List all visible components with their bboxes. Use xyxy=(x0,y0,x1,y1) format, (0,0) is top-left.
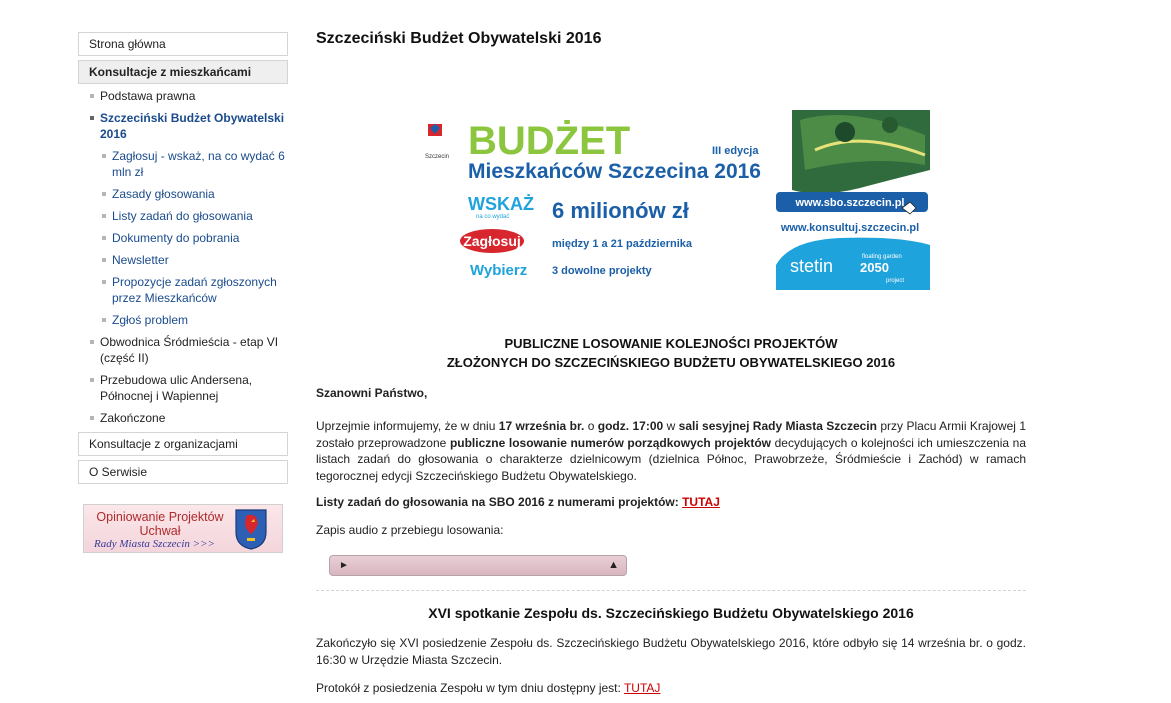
p1-place: sali sesyjnej Rady Miasta Szczecin xyxy=(678,419,877,433)
sbo-item-proposals[interactable]: Propozycje zadań zgłoszonych przez Mieszkańców xyxy=(90,274,288,306)
banner-logo-city: Szczecin xyxy=(425,154,450,160)
p1-what: publiczne losowanie numerów porządkowych projektów xyxy=(449,435,772,450)
banner-subtitle: Rady Miasta Szczecin >>> xyxy=(94,538,215,550)
volume-icon[interactable]: ▲︎ xyxy=(608,559,619,571)
nav-consult-orgs[interactable]: Konsultacje z organizacjami xyxy=(78,432,288,456)
nav-consult-residents[interactable]: Konsultacje z mieszkańcami xyxy=(78,60,288,84)
page-title: Szczeciński Budżet Obywatelski 2016 xyxy=(316,30,602,47)
protocol-link[interactable]: TUTAJ xyxy=(623,681,661,695)
banner-floating: floating garden xyxy=(862,254,902,260)
banner-wskaz: WSKAŻ xyxy=(468,194,534,214)
sbo-item-vote[interactable]: Zagłosuj - wskaż, na co wydać 6 mln zł xyxy=(90,148,288,180)
banner-project: project xyxy=(886,278,905,284)
nav-about[interactable]: O Serwisie xyxy=(78,460,288,484)
sbo-item-lists[interactable]: Listy zadań do głosowania xyxy=(90,208,288,224)
greeting: Szanowni Państwo, xyxy=(316,386,428,400)
heading-line-2: ZŁOŻONYCH DO SZCZECIŃSKIEGO BUDŻETU OBYWATELSKIEGO 2016 xyxy=(446,355,896,370)
announcement-heading xyxy=(316,334,1026,372)
audio-player[interactable] xyxy=(329,555,627,576)
sbo-item-report-problem[interactable]: Zgłoś problem xyxy=(90,312,288,328)
protocol-text: Protokół z posiedzenia Zespołu w tym dniu dostępny jest: xyxy=(316,681,624,695)
banner-wskaz-sub: na co wydać xyxy=(476,214,510,220)
banner-amount: 6 milionów zł xyxy=(552,198,689,223)
banner-projects: 3 dowolne projekty xyxy=(552,265,652,277)
sbo-item-newsletter[interactable]: Newsletter xyxy=(90,252,288,268)
lists-paragraph xyxy=(316,494,1026,511)
sbo-2016-banner xyxy=(420,110,930,290)
section-divider xyxy=(316,590,1026,591)
p1-d: przy Placu Armii Krajowej 1 zostało przeprowadzone xyxy=(316,419,1026,450)
p1-a: Uprzejmie informujemy, że w dniu xyxy=(316,419,499,433)
banner-stetin: stetin xyxy=(790,256,834,276)
heading-line-1: PUBLICZNE LOSOWANIE KOLEJNOŚCI PROJEKTÓW xyxy=(504,336,838,351)
lists-link[interactable]: TUTAJ xyxy=(682,495,720,509)
p1-c: w xyxy=(663,419,679,433)
sbo-item-rules[interactable]: Zasady głosowania xyxy=(90,186,288,202)
sub-item-sbo-2016[interactable] xyxy=(78,110,288,328)
p1-time: godz. 17:00 xyxy=(597,419,664,433)
banner-wybierz: Wybierz xyxy=(470,262,528,279)
szczecin-logo-icon xyxy=(425,124,449,160)
banner-edition: III edycja xyxy=(712,145,759,157)
main-content xyxy=(316,30,1026,48)
banner-title: Opiniowanie Projektów Uchwał xyxy=(96,510,224,538)
sub-item-finished[interactable]: Zakończone xyxy=(78,410,288,426)
section2-title: XVI spotkanie Zespołu ds. Szczecińskiego Budżetu Obywatelskiego 2016 xyxy=(428,605,914,621)
sub-item-ring-road[interactable]: Obwodnica Śródmieścia - etap VI (część II) xyxy=(78,334,288,366)
banner-url2: www.konsultuj.szczecin.pl xyxy=(780,222,920,234)
banner-zaglosuj: Zagłosuj xyxy=(463,233,521,249)
nav-home[interactable]: Strona główna xyxy=(78,32,288,56)
protocol-paragraph xyxy=(316,680,1026,697)
lists-text: Listy zadań do głosowania na SBO 2016 z numerami projektów: xyxy=(316,495,683,509)
sub-item-streets[interactable]: Przebudowa ulic Andersena, Północnej i Wapiennej xyxy=(78,372,288,404)
banner-dates: między 1 a 21 października xyxy=(552,238,693,250)
p1-date: 17 września br. xyxy=(498,419,585,433)
banner-budzet: BUDŻET xyxy=(468,119,631,163)
section2-paragraph: Zakończyło się XVI posiedzenie Zespołu ds. Szczecińskiego Budżetu Obywatelskiego 2016, które odbyło się 14 września br. o godz. 16:30 w Urzędzie Miasta Szczecin. xyxy=(316,636,1026,667)
sbo-submenu xyxy=(90,148,288,328)
banner-mieszkancow: Mieszkańców Szczecina 2016 xyxy=(468,160,761,183)
banner-url1: www.sbo.szczecin.pl xyxy=(795,197,905,209)
announcement-paragraph xyxy=(316,418,1026,484)
park-photo xyxy=(792,110,930,194)
sbo-item-documents[interactable]: Dokumenty do pobrania xyxy=(90,230,288,246)
sub-item-sbo-label[interactable]: Szczeciński Budżet Obywatelski 2016 xyxy=(100,111,285,141)
p1-e: decydujących o kolejności ich umieszczenia na listach zadań do głosowania o charakterze dzielnicowym (dzielnica Północ, Prawobrzeże, Śródmieście i Zachód) w ramach tegorocznej edycji Szczecińskiego Budżetu Obywatelskiego. xyxy=(316,435,1027,483)
szczecin-crest-icon xyxy=(234,508,268,550)
p1-b: o xyxy=(584,419,598,433)
play-icon[interactable]: ► xyxy=(339,560,349,571)
banner-year: 2050 xyxy=(860,260,889,275)
audio-label: Zapis audio z przebiegu losowania: xyxy=(316,523,504,537)
residents-submenu xyxy=(78,88,288,426)
sub-item-legal-basis[interactable]: Podstawa prawna xyxy=(78,88,288,104)
resolutions-opinion-banner[interactable] xyxy=(83,504,283,553)
sidebar-nav xyxy=(78,32,288,488)
